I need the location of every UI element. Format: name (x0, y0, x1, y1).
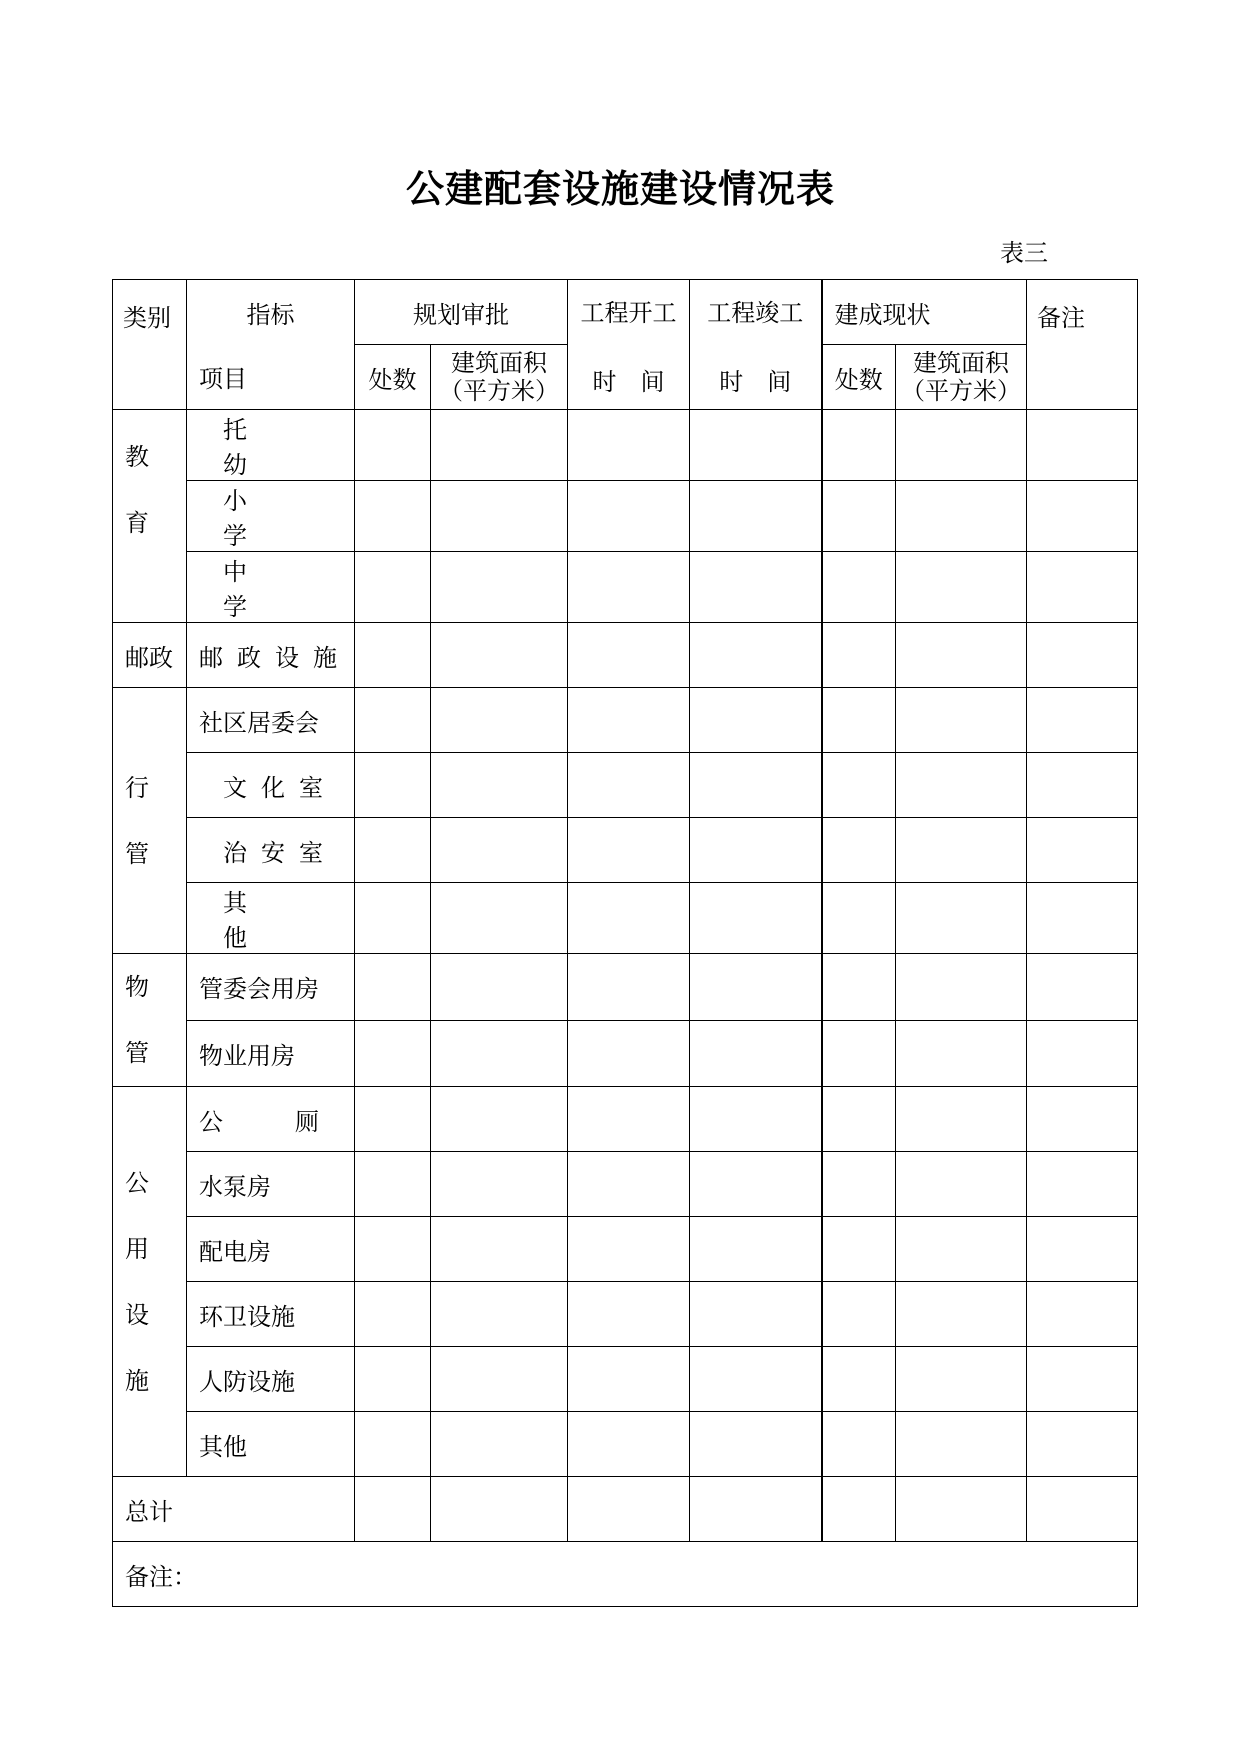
table-row (113, 1020, 1138, 1087)
item-label: 配电房 (187, 1217, 355, 1282)
header-complete-time (690, 280, 822, 410)
total-row (113, 1477, 1138, 1542)
total-label: 总计 (113, 1477, 355, 1542)
item-label: 社区居委会 (187, 688, 355, 753)
header-remarks: 备注 (1027, 280, 1138, 410)
category-char: 育 (125, 509, 149, 537)
header-status-area (896, 345, 1027, 410)
table-row (113, 481, 1138, 552)
item-label: 其他 (187, 1412, 355, 1477)
table-row (113, 954, 1138, 1021)
header-indicator: 指标 (187, 280, 355, 345)
remarks-label: 备注： (113, 1542, 1138, 1607)
item-label: 物业用房 (187, 1020, 355, 1087)
header-start-time (568, 280, 690, 410)
item-label: 水泵房 (187, 1152, 355, 1217)
table-row (113, 753, 1138, 818)
header-status-count: 处数 (822, 345, 896, 410)
header-area-line2: （平方米） (439, 377, 559, 405)
item-label: 人防设施 (187, 1347, 355, 1412)
item-label: 托 幼 (187, 410, 355, 481)
header-item: 项目 (187, 345, 355, 410)
category-char: 物 (125, 973, 149, 1001)
header-count: 处数 (355, 345, 431, 410)
remarks-row (113, 1542, 1138, 1607)
table-row (113, 1217, 1138, 1282)
header-status-area-line1: 建筑面积 (913, 349, 1009, 377)
page-title: 公建配套设施建设情况表 (405, 166, 835, 211)
category-char: 行 (125, 773, 149, 802)
table-row (113, 1087, 1138, 1152)
item-label: 其 他 (187, 883, 355, 954)
header-complete-line1: 工程竣工 (707, 298, 804, 327)
category-char: 公 (125, 1168, 149, 1197)
category-public-utilities (113, 1087, 187, 1477)
table-row (113, 1152, 1138, 1217)
header-start-line2: 时 间 (592, 367, 665, 396)
item-label: 管委会用房 (187, 954, 355, 1021)
category-char: 设 (125, 1300, 149, 1329)
table-row (113, 818, 1138, 883)
category-char: 管 (125, 1039, 149, 1067)
header-start-line1: 工程开工 (580, 298, 677, 327)
table-row (113, 410, 1138, 481)
category-char: 施 (125, 1366, 149, 1395)
table-number: 表三 (1000, 239, 1048, 267)
table-row (113, 1347, 1138, 1412)
table-row (113, 883, 1138, 954)
item-label: 公 厕 (187, 1087, 355, 1152)
item-label: 邮政设施 (187, 623, 355, 688)
item-label: 中 学 (187, 552, 355, 623)
item-label: 小 学 (187, 481, 355, 552)
table-row (113, 1412, 1138, 1477)
facility-table (112, 279, 1138, 1607)
header-category: 类别 (113, 280, 187, 410)
table-row (113, 623, 1138, 688)
header-complete-line2: 时 间 (719, 367, 792, 396)
category-property (113, 954, 187, 1087)
header-area (431, 345, 568, 410)
category-education (113, 410, 187, 623)
item-label: 文化室 (187, 753, 355, 818)
category-administration (113, 688, 187, 954)
header-planning-approval: 规划审批 (355, 280, 568, 345)
table-row (113, 1282, 1138, 1347)
table-row (113, 688, 1138, 753)
item-label: 环卫设施 (187, 1282, 355, 1347)
header-status-area-line2: （平方米） (901, 377, 1021, 405)
category-postal: 邮政 (113, 623, 187, 688)
category-char: 用 (125, 1234, 149, 1263)
category-char: 管 (125, 839, 149, 868)
category-char: 教 (125, 443, 149, 471)
header-status: 建成现状 (822, 280, 1027, 345)
item-label: 治安室 (187, 818, 355, 883)
header-area-line1: 建筑面积 (451, 349, 547, 377)
table-row (113, 552, 1138, 623)
header-row-1 (113, 280, 1138, 345)
